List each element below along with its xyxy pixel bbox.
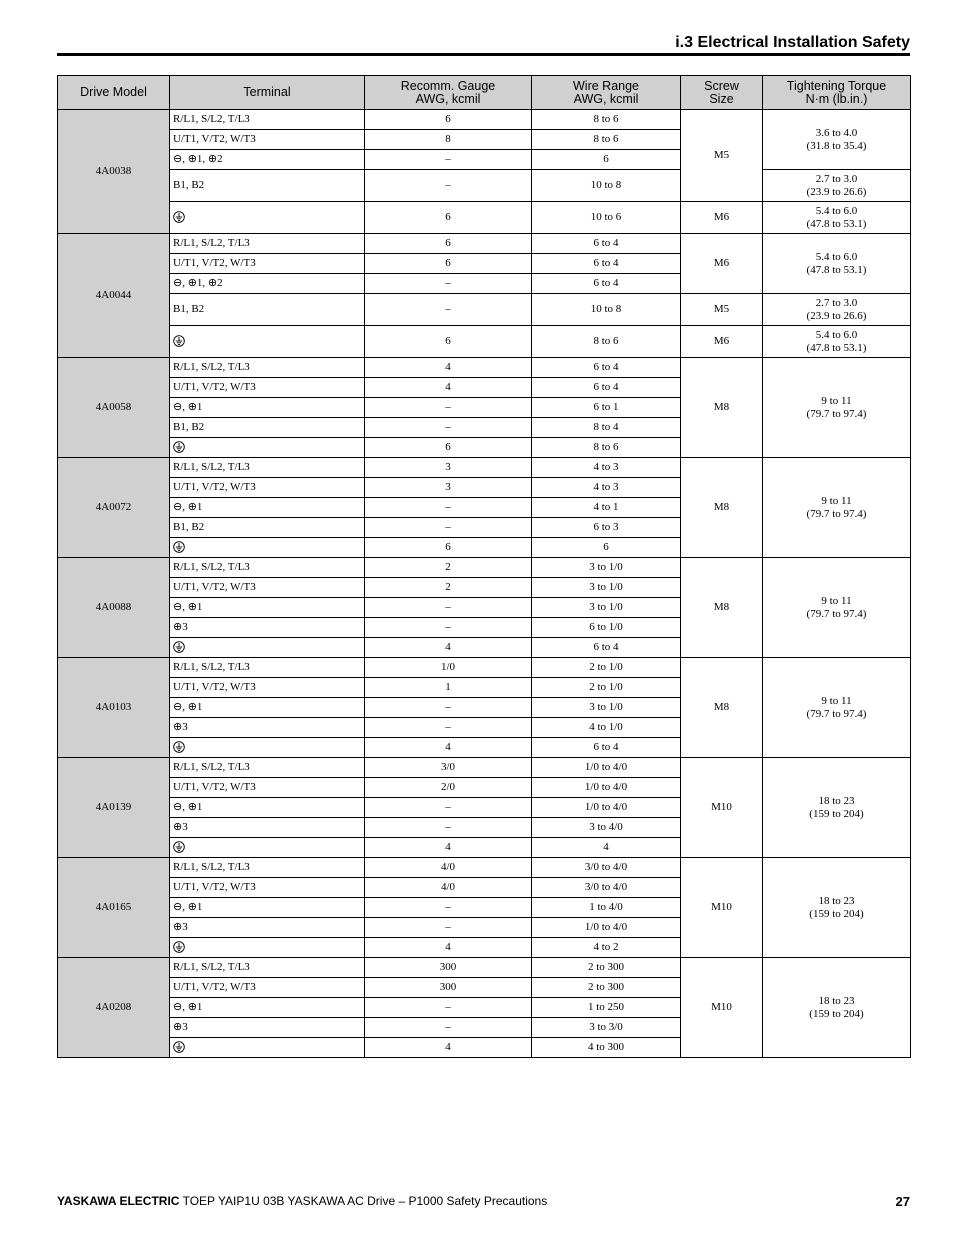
torque-lbin: (79.7 to 97.4) (806, 607, 867, 620)
drive-model-cell: 4A0072 (58, 458, 170, 558)
wire-range-cell: 8 to 4 (532, 418, 681, 438)
torque-nm: 18 to 23 (818, 994, 855, 1007)
tightening-torque-cell (763, 294, 911, 326)
terminal-cell: B1, B2 (170, 294, 365, 326)
terminal-cell: ⊕3 (170, 1018, 365, 1038)
recomm-gauge-cell: 4 (365, 1038, 532, 1058)
recomm-gauge-cell: 4 (365, 378, 532, 398)
recomm-gauge-cell: 6 (365, 438, 532, 458)
wire-range-cell: 6 (532, 538, 681, 558)
recomm-gauge-cell: 1 (365, 678, 532, 698)
terminal-cell: ⊖, ⊕1, ⊕2 (170, 274, 365, 294)
terminal-cell-ground (170, 438, 365, 458)
table-row (58, 234, 911, 254)
recomm-gauge-cell: 6 (365, 202, 532, 234)
wire-range-cell: 6 to 4 (532, 234, 681, 254)
drive-model-cell: 4A0038 (58, 110, 170, 234)
recomm-gauge-cell: 4 (365, 738, 532, 758)
recomm-gauge-cell: 4 (365, 358, 532, 378)
torque-lbin: (47.8 to 53.1) (806, 341, 867, 354)
footer-doc-info (57, 1194, 547, 1208)
recomm-gauge-cell: 300 (365, 958, 532, 978)
terminal-cell: B1, B2 (170, 170, 365, 202)
table-row (58, 170, 911, 202)
tightening-torque-cell (763, 858, 911, 958)
terminal-cell-ground (170, 638, 365, 658)
wire-range-cell: 1 to 4/0 (532, 898, 681, 918)
terminal-cell: R/L1, S/L2, T/L3 (170, 458, 365, 478)
ground-terminal-icon (173, 941, 185, 953)
terminal-cell: ⊕3 (170, 718, 365, 738)
recomm-gauge-cell: – (365, 618, 532, 638)
wire-range-cell: 6 to 4 (532, 358, 681, 378)
wire-range-cell: 3/0 to 4/0 (532, 858, 681, 878)
recomm-gauge-cell: 2/0 (365, 778, 532, 798)
drive-model-cell: 4A0208 (58, 958, 170, 1058)
wire-range-cell: 4 to 3 (532, 478, 681, 498)
recomm-gauge-cell: – (365, 818, 532, 838)
wire-range-cell: 8 to 6 (532, 438, 681, 458)
torque-nm: 9 to 11 (821, 394, 852, 407)
ground-terminal-icon (173, 1041, 185, 1053)
torque-nm: 9 to 11 (821, 594, 852, 607)
screw-size-cell: M5 (681, 294, 763, 326)
terminal-cell-ground (170, 838, 365, 858)
terminal-cell: U/T1, V/T2, W/T3 (170, 578, 365, 598)
torque-lbin: (79.7 to 97.4) (806, 507, 867, 520)
wire-range-cell: 6 to 4 (532, 254, 681, 274)
torque-lbin: (31.8 to 35.4) (806, 139, 867, 152)
screw-size-cell: M8 (681, 658, 763, 758)
table-row (58, 858, 911, 878)
terminal-cell: R/L1, S/L2, T/L3 (170, 234, 365, 254)
torque-lbin: (159 to 204) (809, 1007, 864, 1020)
wire-range-cell: 4 to 1/0 (532, 718, 681, 738)
wire-range-cell: 4 to 300 (532, 1038, 681, 1058)
terminal-cell-ground (170, 326, 365, 358)
tightening-torque-cell (763, 326, 911, 358)
torque-nm: 2.7 to 3.0 (815, 296, 858, 309)
torque-nm: 9 to 11 (821, 494, 852, 507)
tightening-torque-cell (763, 958, 911, 1058)
wire-range-cell: 3 to 1/0 (532, 598, 681, 618)
terminal-cell: ⊖, ⊕1 (170, 798, 365, 818)
section-title: i.3 Electrical Installation Safety (675, 34, 910, 51)
recomm-gauge-cell: 3 (365, 478, 532, 498)
wire-range-cell: 2 to 1/0 (532, 678, 681, 698)
tightening-torque-cell (763, 110, 911, 170)
tightening-torque-cell (763, 234, 911, 294)
wire-range-cell: 10 to 6 (532, 202, 681, 234)
wire-range-cell: 6 to 1 (532, 398, 681, 418)
col-header-screw-size: Screw Size (681, 76, 763, 110)
terminal-cell-ground (170, 538, 365, 558)
screw-size-cell: M8 (681, 358, 763, 458)
wire-range-cell: 1/0 to 4/0 (532, 758, 681, 778)
torque-nm: 18 to 23 (818, 894, 855, 907)
terminal-cell: U/T1, V/T2, W/T3 (170, 478, 365, 498)
terminal-cell: ⊖, ⊕1 (170, 598, 365, 618)
terminal-cell: U/T1, V/T2, W/T3 (170, 378, 365, 398)
tightening-torque-cell (763, 458, 911, 558)
drive-model-cell: 4A0058 (58, 358, 170, 458)
table-header-row (58, 76, 911, 110)
recomm-gauge-cell: – (365, 274, 532, 294)
wire-range-cell: 8 to 6 (532, 326, 681, 358)
wire-range-cell: 1 to 250 (532, 998, 681, 1018)
drive-model-cell: 4A0165 (58, 858, 170, 958)
recomm-gauge-cell: 6 (365, 254, 532, 274)
recomm-gauge-cell: – (365, 798, 532, 818)
terminal-cell: ⊖, ⊕1 (170, 398, 365, 418)
terminal-cell: ⊖, ⊕1, ⊕2 (170, 150, 365, 170)
footer-doc-title: TOEP YAIP1U 03B YASKAWA AC Drive – P1000 Safety Precautions (179, 1194, 548, 1208)
drive-model-cell: 4A0088 (58, 558, 170, 658)
recomm-gauge-cell: 1/0 (365, 658, 532, 678)
table-row (58, 958, 911, 978)
recomm-gauge-cell: – (365, 918, 532, 938)
wire-range-cell: 4 to 1 (532, 498, 681, 518)
table-row (58, 658, 911, 678)
header-rule (57, 53, 910, 56)
table-row (58, 458, 911, 478)
wire-range-cell: 6 to 3 (532, 518, 681, 538)
col-header-recomm-gauge: Recomm. Gauge AWG, kcmil (365, 76, 532, 110)
terminal-cell: U/T1, V/T2, W/T3 (170, 778, 365, 798)
wire-range-cell: 10 to 8 (532, 170, 681, 202)
recomm-gauge-cell: – (365, 518, 532, 538)
recomm-gauge-cell: – (365, 150, 532, 170)
wire-range-cell: 2 to 300 (532, 978, 681, 998)
ground-terminal-icon (173, 441, 185, 453)
wire-range-cell: 1/0 to 4/0 (532, 778, 681, 798)
recomm-gauge-cell: – (365, 698, 532, 718)
torque-lbin: (23.9 to 26.6) (806, 185, 867, 198)
torque-nm: 5.4 to 6.0 (815, 204, 858, 217)
wire-range-cell: 2 to 300 (532, 958, 681, 978)
recomm-gauge-cell: – (365, 898, 532, 918)
recomm-gauge-cell: 4/0 (365, 858, 532, 878)
wire-range-cell: 6 to 4 (532, 378, 681, 398)
recomm-gauge-cell: 6 (365, 110, 532, 130)
ground-terminal-icon (173, 841, 185, 853)
recomm-gauge-cell: – (365, 418, 532, 438)
recomm-gauge-cell: – (365, 1018, 532, 1038)
terminal-cell: R/L1, S/L2, T/L3 (170, 558, 365, 578)
terminal-cell: ⊕3 (170, 618, 365, 638)
recomm-gauge-cell: 8 (365, 130, 532, 150)
terminal-cell-ground (170, 938, 365, 958)
table-row (58, 358, 911, 378)
torque-nm: 3.6 to 4.0 (815, 126, 858, 139)
wire-range-cell: 4 (532, 838, 681, 858)
table-row (58, 758, 911, 778)
recomm-gauge-cell: 2 (365, 558, 532, 578)
recomm-gauge-cell: – (365, 294, 532, 326)
recomm-gauge-cell: 6 (365, 234, 532, 254)
wire-range-cell: 3 to 1/0 (532, 698, 681, 718)
tightening-torque-cell (763, 758, 911, 858)
terminal-cell: ⊖, ⊕1 (170, 498, 365, 518)
tightening-torque-cell (763, 358, 911, 458)
terminal-cell: R/L1, S/L2, T/L3 (170, 758, 365, 778)
torque-lbin: (47.8 to 53.1) (806, 217, 867, 230)
screw-size-cell: M6 (681, 234, 763, 294)
torque-lbin: (47.8 to 53.1) (806, 263, 867, 276)
screw-size-cell: M10 (681, 958, 763, 1058)
table-body (58, 110, 911, 1058)
terminal-cell: U/T1, V/T2, W/T3 (170, 130, 365, 150)
wire-range-cell: 6 (532, 150, 681, 170)
wire-gauge-table (57, 75, 911, 1058)
terminal-cell: R/L1, S/L2, T/L3 (170, 958, 365, 978)
wire-range-cell: 8 to 6 (532, 130, 681, 150)
screw-size-cell: M8 (681, 558, 763, 658)
wire-range-cell: 2 to 1/0 (532, 658, 681, 678)
footer-brand: YASKAWA ELECTRIC (57, 1194, 180, 1208)
terminal-cell: ⊖, ⊕1 (170, 898, 365, 918)
terminal-cell: B1, B2 (170, 518, 365, 538)
page-number: 27 (895, 1194, 910, 1209)
tightening-torque-cell (763, 170, 911, 202)
terminal-cell: U/T1, V/T2, W/T3 (170, 978, 365, 998)
terminal-cell: ⊕3 (170, 918, 365, 938)
terminal-cell: R/L1, S/L2, T/L3 (170, 858, 365, 878)
col-header-tightening-torque: Tightening Torque N·m (lb.in.) (763, 76, 911, 110)
tightening-torque-cell (763, 658, 911, 758)
recomm-gauge-cell: – (365, 998, 532, 1018)
wire-range-cell: 3 to 4/0 (532, 818, 681, 838)
tightening-torque-cell (763, 202, 911, 234)
col-header-drive-model: Drive Model (58, 76, 170, 110)
terminal-cell-ground (170, 738, 365, 758)
wire-range-cell: 4 to 2 (532, 938, 681, 958)
recomm-gauge-cell: 6 (365, 538, 532, 558)
torque-lbin: (159 to 204) (809, 907, 864, 920)
wire-range-cell: 3 to 1/0 (532, 558, 681, 578)
ground-terminal-icon (173, 641, 185, 653)
table-row (58, 202, 911, 234)
drive-model-cell: 4A0103 (58, 658, 170, 758)
terminal-cell: U/T1, V/T2, W/T3 (170, 678, 365, 698)
terminal-cell: ⊖, ⊕1 (170, 698, 365, 718)
col-header-terminal: Terminal (170, 76, 365, 110)
drive-model-cell: 4A0139 (58, 758, 170, 858)
table-row (58, 110, 911, 130)
ground-terminal-icon (173, 741, 185, 753)
recomm-gauge-cell: – (365, 398, 532, 418)
wire-range-cell: 6 to 4 (532, 638, 681, 658)
recomm-gauge-cell: – (365, 718, 532, 738)
wire-range-cell: 10 to 8 (532, 294, 681, 326)
terminal-cell: U/T1, V/T2, W/T3 (170, 254, 365, 274)
recomm-gauge-cell: 6 (365, 326, 532, 358)
terminal-cell: ⊖, ⊕1 (170, 998, 365, 1018)
recomm-gauge-cell: – (365, 498, 532, 518)
terminal-cell: ⊕3 (170, 818, 365, 838)
screw-size-cell: M8 (681, 458, 763, 558)
wire-range-cell: 3/0 to 4/0 (532, 878, 681, 898)
terminal-cell-ground (170, 202, 365, 234)
table-row (58, 294, 911, 326)
torque-nm: 5.4 to 6.0 (815, 250, 858, 263)
terminal-cell-ground (170, 1038, 365, 1058)
wire-range-cell: 1/0 to 4/0 (532, 798, 681, 818)
terminal-cell: U/T1, V/T2, W/T3 (170, 878, 365, 898)
recomm-gauge-cell: 3 (365, 458, 532, 478)
drive-model-cell: 4A0044 (58, 234, 170, 358)
wire-range-cell: 4 to 3 (532, 458, 681, 478)
table-row (58, 558, 911, 578)
torque-lbin: (79.7 to 97.4) (806, 707, 867, 720)
recomm-gauge-cell: – (365, 598, 532, 618)
wire-range-cell: 8 to 6 (532, 110, 681, 130)
torque-nm: 2.7 to 3.0 (815, 172, 858, 185)
tightening-torque-cell (763, 558, 911, 658)
torque-lbin: (23.9 to 26.6) (806, 309, 867, 322)
ground-terminal-icon (173, 335, 185, 347)
torque-nm: 18 to 23 (818, 794, 855, 807)
screw-size-cell: M10 (681, 758, 763, 858)
ground-terminal-icon (173, 211, 185, 223)
wire-range-cell: 1/0 to 4/0 (532, 918, 681, 938)
recomm-gauge-cell: 4 (365, 638, 532, 658)
recomm-gauge-cell: 4 (365, 838, 532, 858)
screw-size-cell: M6 (681, 326, 763, 358)
wire-range-cell: 6 to 1/0 (532, 618, 681, 638)
torque-nm: 9 to 11 (821, 694, 852, 707)
torque-nm: 5.4 to 6.0 (815, 328, 858, 341)
screw-size-cell: M6 (681, 202, 763, 234)
terminal-cell: R/L1, S/L2, T/L3 (170, 110, 365, 130)
recomm-gauge-cell: 2 (365, 578, 532, 598)
ground-terminal-icon (173, 541, 185, 553)
recomm-gauge-cell: 4 (365, 938, 532, 958)
wire-range-cell: 3 to 3/0 (532, 1018, 681, 1038)
screw-size-cell: M5 (681, 110, 763, 202)
table-row (58, 326, 911, 358)
torque-lbin: (159 to 204) (809, 807, 864, 820)
wire-range-cell: 3 to 1/0 (532, 578, 681, 598)
screw-size-cell: M10 (681, 858, 763, 958)
torque-lbin: (79.7 to 97.4) (806, 407, 867, 420)
col-header-wire-range: Wire Range AWG, kcmil (532, 76, 681, 110)
terminal-cell: R/L1, S/L2, T/L3 (170, 358, 365, 378)
recomm-gauge-cell: 4/0 (365, 878, 532, 898)
recomm-gauge-cell: 3/0 (365, 758, 532, 778)
recomm-gauge-cell: – (365, 170, 532, 202)
wire-range-cell: 6 to 4 (532, 738, 681, 758)
wire-range-cell: 6 to 4 (532, 274, 681, 294)
recomm-gauge-cell: 300 (365, 978, 532, 998)
terminal-cell: R/L1, S/L2, T/L3 (170, 658, 365, 678)
terminal-cell: B1, B2 (170, 418, 365, 438)
